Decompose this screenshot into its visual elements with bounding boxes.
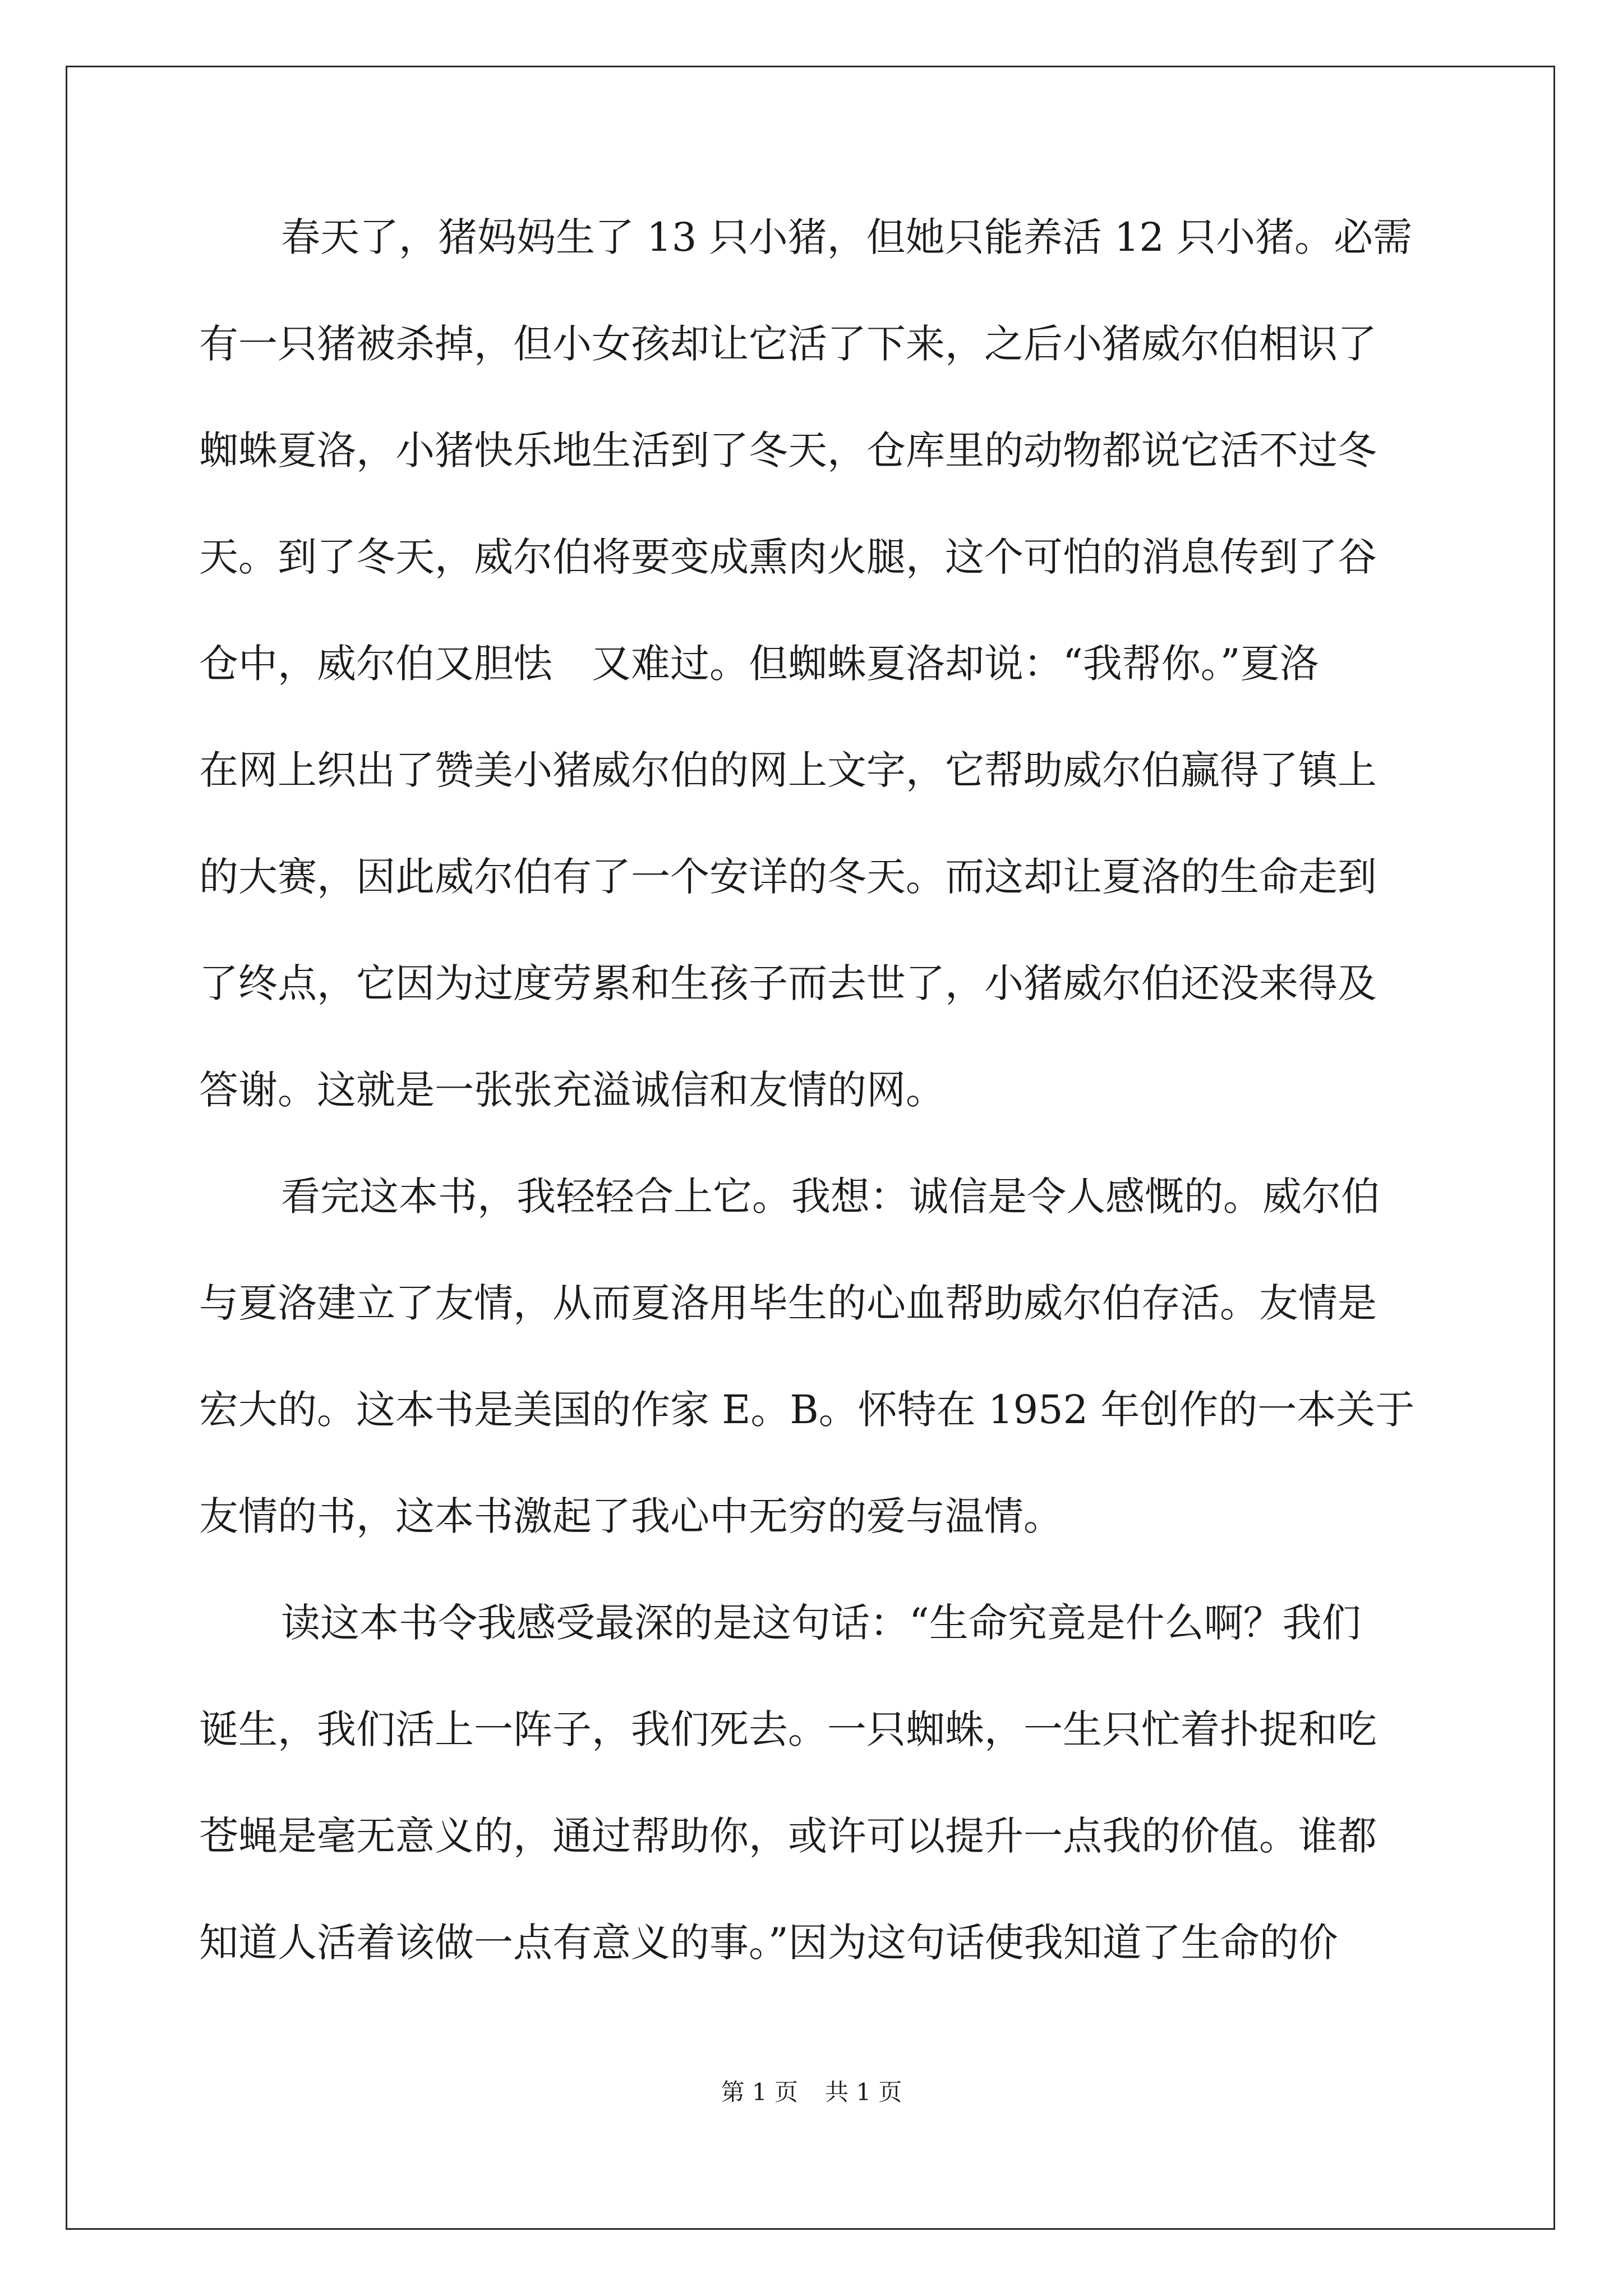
paragraph-1-line-5: 仓中，威尔伯又胆怯 又难过。但蜘蛛夏洛却说：“我帮你。”夏洛 <box>199 641 1319 687</box>
paragraph-1-line-8: 了终点，它因为过度劳累和生孩子而去世了，小猪威尔伯还没来得及 <box>199 960 1377 1006</box>
paragraph-1-line-1: 春天了，猪妈妈生了 13 只小猪，但她只能养活 12 只小猪。必需 <box>281 214 1413 260</box>
paragraph-1-line-3: 蜘蛛夏洛，小猪快乐地生活到了冬天，仓库里的动物都说它活不过冬 <box>199 427 1377 473</box>
paragraph-1-line-6: 在网上织出了赞美小猪威尔伯的网上文字，它帮助威尔伯赢得了镇上 <box>199 747 1377 793</box>
paragraph-3-line-1: 读这本书令我感受最深的是这句话：“生命究竟是什么啊？我们 <box>281 1600 1361 1646</box>
paragraph-2-line-4: 友情的书，这本书激起了我心中无穷的爱与温情。 <box>199 1493 1063 1539</box>
paragraph-2-line-1: 看完这本书，我轻轻合上它。我想：诚信是令人感慨的。威尔伯 <box>281 1174 1380 1220</box>
page-footer <box>0 2079 1623 2106</box>
paragraph-3-line-4: 知道人活着该做一点有意义的事。”因为这句话使我知道了生命的价 <box>199 1920 1338 1966</box>
document-body <box>199 214 1433 2030</box>
page-total: 共 1 页 <box>825 2078 902 2106</box>
paragraph-3-line-3: 苍蝇是毫无意义的，通过帮助你，或许可以提升一点我的价值。谁都 <box>199 1813 1377 1859</box>
paragraph-1-line-9: 答谢。这就是一张张充溢诚信和友情的网。 <box>199 1067 945 1113</box>
paragraph-2-line-3: 宏大的。这本书是美国的作家 E。B。怀特在 1952 年创作的一本关于 <box>199 1387 1415 1433</box>
paragraph-1-line-2: 有一只猪被杀掉，但小女孩却让它活了下来，之后小猪威尔伯相识了 <box>199 321 1377 367</box>
paragraph-2-line-2: 与夏洛建立了友情，从而夏洛用毕生的心血帮助威尔伯存活。友情是 <box>199 1280 1377 1326</box>
paragraph-1-line-7: 的大赛，因此威尔伯有了一个安详的冬天。而这却让夏洛的生命走到 <box>199 854 1377 900</box>
page-number: 第 1 页 <box>721 2078 798 2106</box>
paragraph-1-line-4: 天。到了冬天，威尔伯将要变成熏肉火腿，这个可怕的消息传到了谷 <box>199 534 1377 580</box>
paragraph-3-line-2: 诞生，我们活上一阵子，我们死去。一只蜘蛛，一生只忙着扑捉和吃 <box>199 1706 1377 1752</box>
